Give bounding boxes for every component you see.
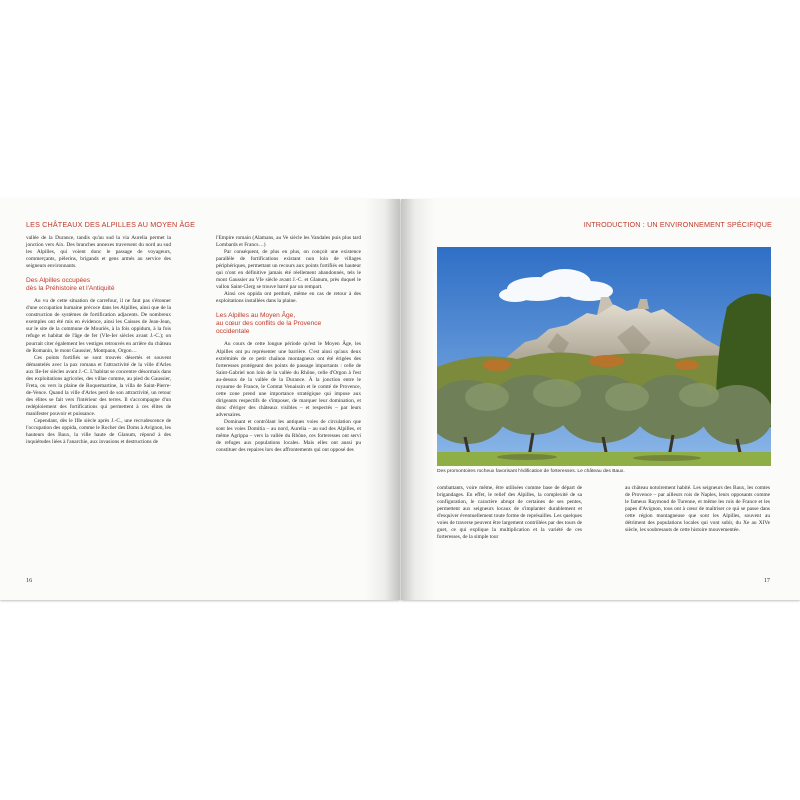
chateau-des-baux-photo <box>437 247 771 466</box>
paragraph: Dominant et contrôlant les antiques voies de circulation que sont les voies Domitia – au nord, Aurelia – au sud des Alpilles, et même Agrippa – vers la vallée du Rhône, ces forteresses ont servi de refuges aux populations locales. Mais elles ont aussi pu constituer des repaires lors des affrontements qui ont opposé des <box>216 418 361 454</box>
section-heading: Les Alpilles au Moyen Âge, au cœur des conflits de la Provence occidentale <box>216 312 322 336</box>
left-column-2 <box>216 235 361 454</box>
paragraph: au château notoirement habité. Les seigneurs des Baux, les comtes de Provence – par ailleurs rois de Naples, leurs opposants comme le fameux Raymond de Turenne, et même les rois de France et les papes d'Avignon, tous ont à cœur de maîtriser ce qui se passe dans cette région montagneuse que sont les Alpilles, souvent au détriment des populations locales qui vont subir, du Xe au XIVe siècle, les soubresauts de cette histoire mouvementée. <box>625 485 770 534</box>
paragraph: combattants, voire même, être utilisées comme base de départ de brigandages. En effet, le relief des Alpilles, la complexité de sa configuration, le caractère abrupt de certaines de ses pentes, permettent aux seigneurs locaux de s'implanter durablement et d'esquiver éventuellement toute forme de représailles. Les quelques voies de traverse peuvent être largement contrôlées par des tours de guet, ce qui explique la multiplication et la variété de ces forteresses, de la simple tour <box>437 485 582 541</box>
open-book <box>0 199 800 602</box>
right-column-2 <box>625 485 770 534</box>
right-page <box>401 199 800 600</box>
running-head-left: LES CHÂTEAUX DES ALPILLES AU MOYEN ÂGE <box>26 220 196 229</box>
paragraph: Ces points fortifiés se sont trouvés désertés et souvent démantelés avec la pax romana et l'attractivité de la ville d'Arles aux IIe-Ier siècles avant J.-C. L'habitat se concentre désormais dans des exploitations agricoles, des villae comme, au pied du Gaussier, Freta, ou vers la plaine de Roquemartine, la villa de Saint-Pierre-de-Vence. Quand la ville d'Arles perd de son attractivité, un retour des élites se fait vers l'intérieur des terres. Il s'accompagne d'un redéploiement des fortifications qui permettent à ces élites de manifester pouvoir et puissance. <box>26 354 171 417</box>
paragraph: Au vu de cette situation de carrefour, il ne faut pas s'étonner d'une occupation humaine précoce dans les Alpilles, ainsi que de la construction de systèmes de fortification adjacents. De nombreux exemples ont été mis en évidence, ainsi les Caisses de Jean-Jean, sur le site de la commune de Mouriès, à la fois oppidum, à la fois refuge et habitat de l'âge de fer (VIe-Ier siècles avant J.-C.); on pourrait citer également les vestiges retrouvés en arrière du château de Romanin, le mont Gaussier, Montpaon, Orgon… <box>26 298 171 354</box>
paragraph: Au cours de cette longue période qu'est le Moyen Âge, les Alpilles ont pu représenter une barrière. C'est ainsi qu'aux deux extrémités de ce petit chaînon montagneux ont été érigées des forteresses protégeant des points de passage importants : celle de Saint-Gabriel non loin de la vallée du Rhône, celle d'Orgon à l'est au-dessus de la vallée de la Durance. À la jonction entre le royaume de France, le Comtat Venaissin et le comté de Provence, cette zone prend une importance stratégique qui impose aux dirigeants respectifs de s'imposer, de marquer leur domination, et donc d'ériger des châteaux visibles – et respectés – par leurs adversaires. <box>216 341 361 418</box>
landscape-illustration <box>437 247 771 466</box>
paragraph: l'Empire romain (Alamans, au Ve siècle les Vandales puis plus tard Lombards et Francs…) <box>216 235 361 249</box>
right-column-1 <box>437 485 582 541</box>
section-heading: Des Alpilles occupées dès la Préhistoire et l'Antiquité <box>26 277 115 293</box>
paragraph: vallée de la Durance, tandis qu'au sud la via Aurelia permet la jonction vers Aix. Des branches annexes traversent du nord au sud les Alpilles, qui voient donc le passage de voyageurs, commerçants, pèlerins, brigands et gens armés au service des seigneurs environnants. <box>26 235 171 270</box>
page-number-right: 17 <box>763 577 770 584</box>
gutter-shadow <box>365 199 399 600</box>
gutter-shadow <box>401 199 435 600</box>
running-head-right: INTRODUCTION : UN ENVIRONNEMENT SPÉCIFIQUE <box>583 220 772 229</box>
paragraph: Par conséquent, de plus en plus, on conçoit une existence parallèle de fortifications existant non loin de villages périphériques, permettant un recours aux points fortifiés en hauteur qui n'ont en définitive jamais été réellement abandonnés, tels le mont Gaussier au VIe siècle avant J.-C. et Glanum, près duquel le vallon Saint-Clerg se trouve barré par un rempart. <box>216 249 361 291</box>
paragraph: Ainsi ces oppida ont perduré, même en cas de retour à des exploitations installées dans la plaine. <box>216 291 361 305</box>
left-page <box>0 199 400 600</box>
page-number-left: 16 <box>26 577 33 584</box>
photo-caption: Des promontoires rocheux favorisant l'édification de forteresses. Le château des Baux. <box>437 469 625 474</box>
paragraph: Cependant, dès le IIIe siècle après J.-C., une recrudescence de l'occupation des oppida, comme le Rocher des Doms à Avignon, les hauteurs des Baux, la ville haute de Glanum, répond à des inquiétudes liées à l'anarchie, aux invasions et destructions de <box>26 418 171 446</box>
left-column-1 <box>26 235 171 446</box>
